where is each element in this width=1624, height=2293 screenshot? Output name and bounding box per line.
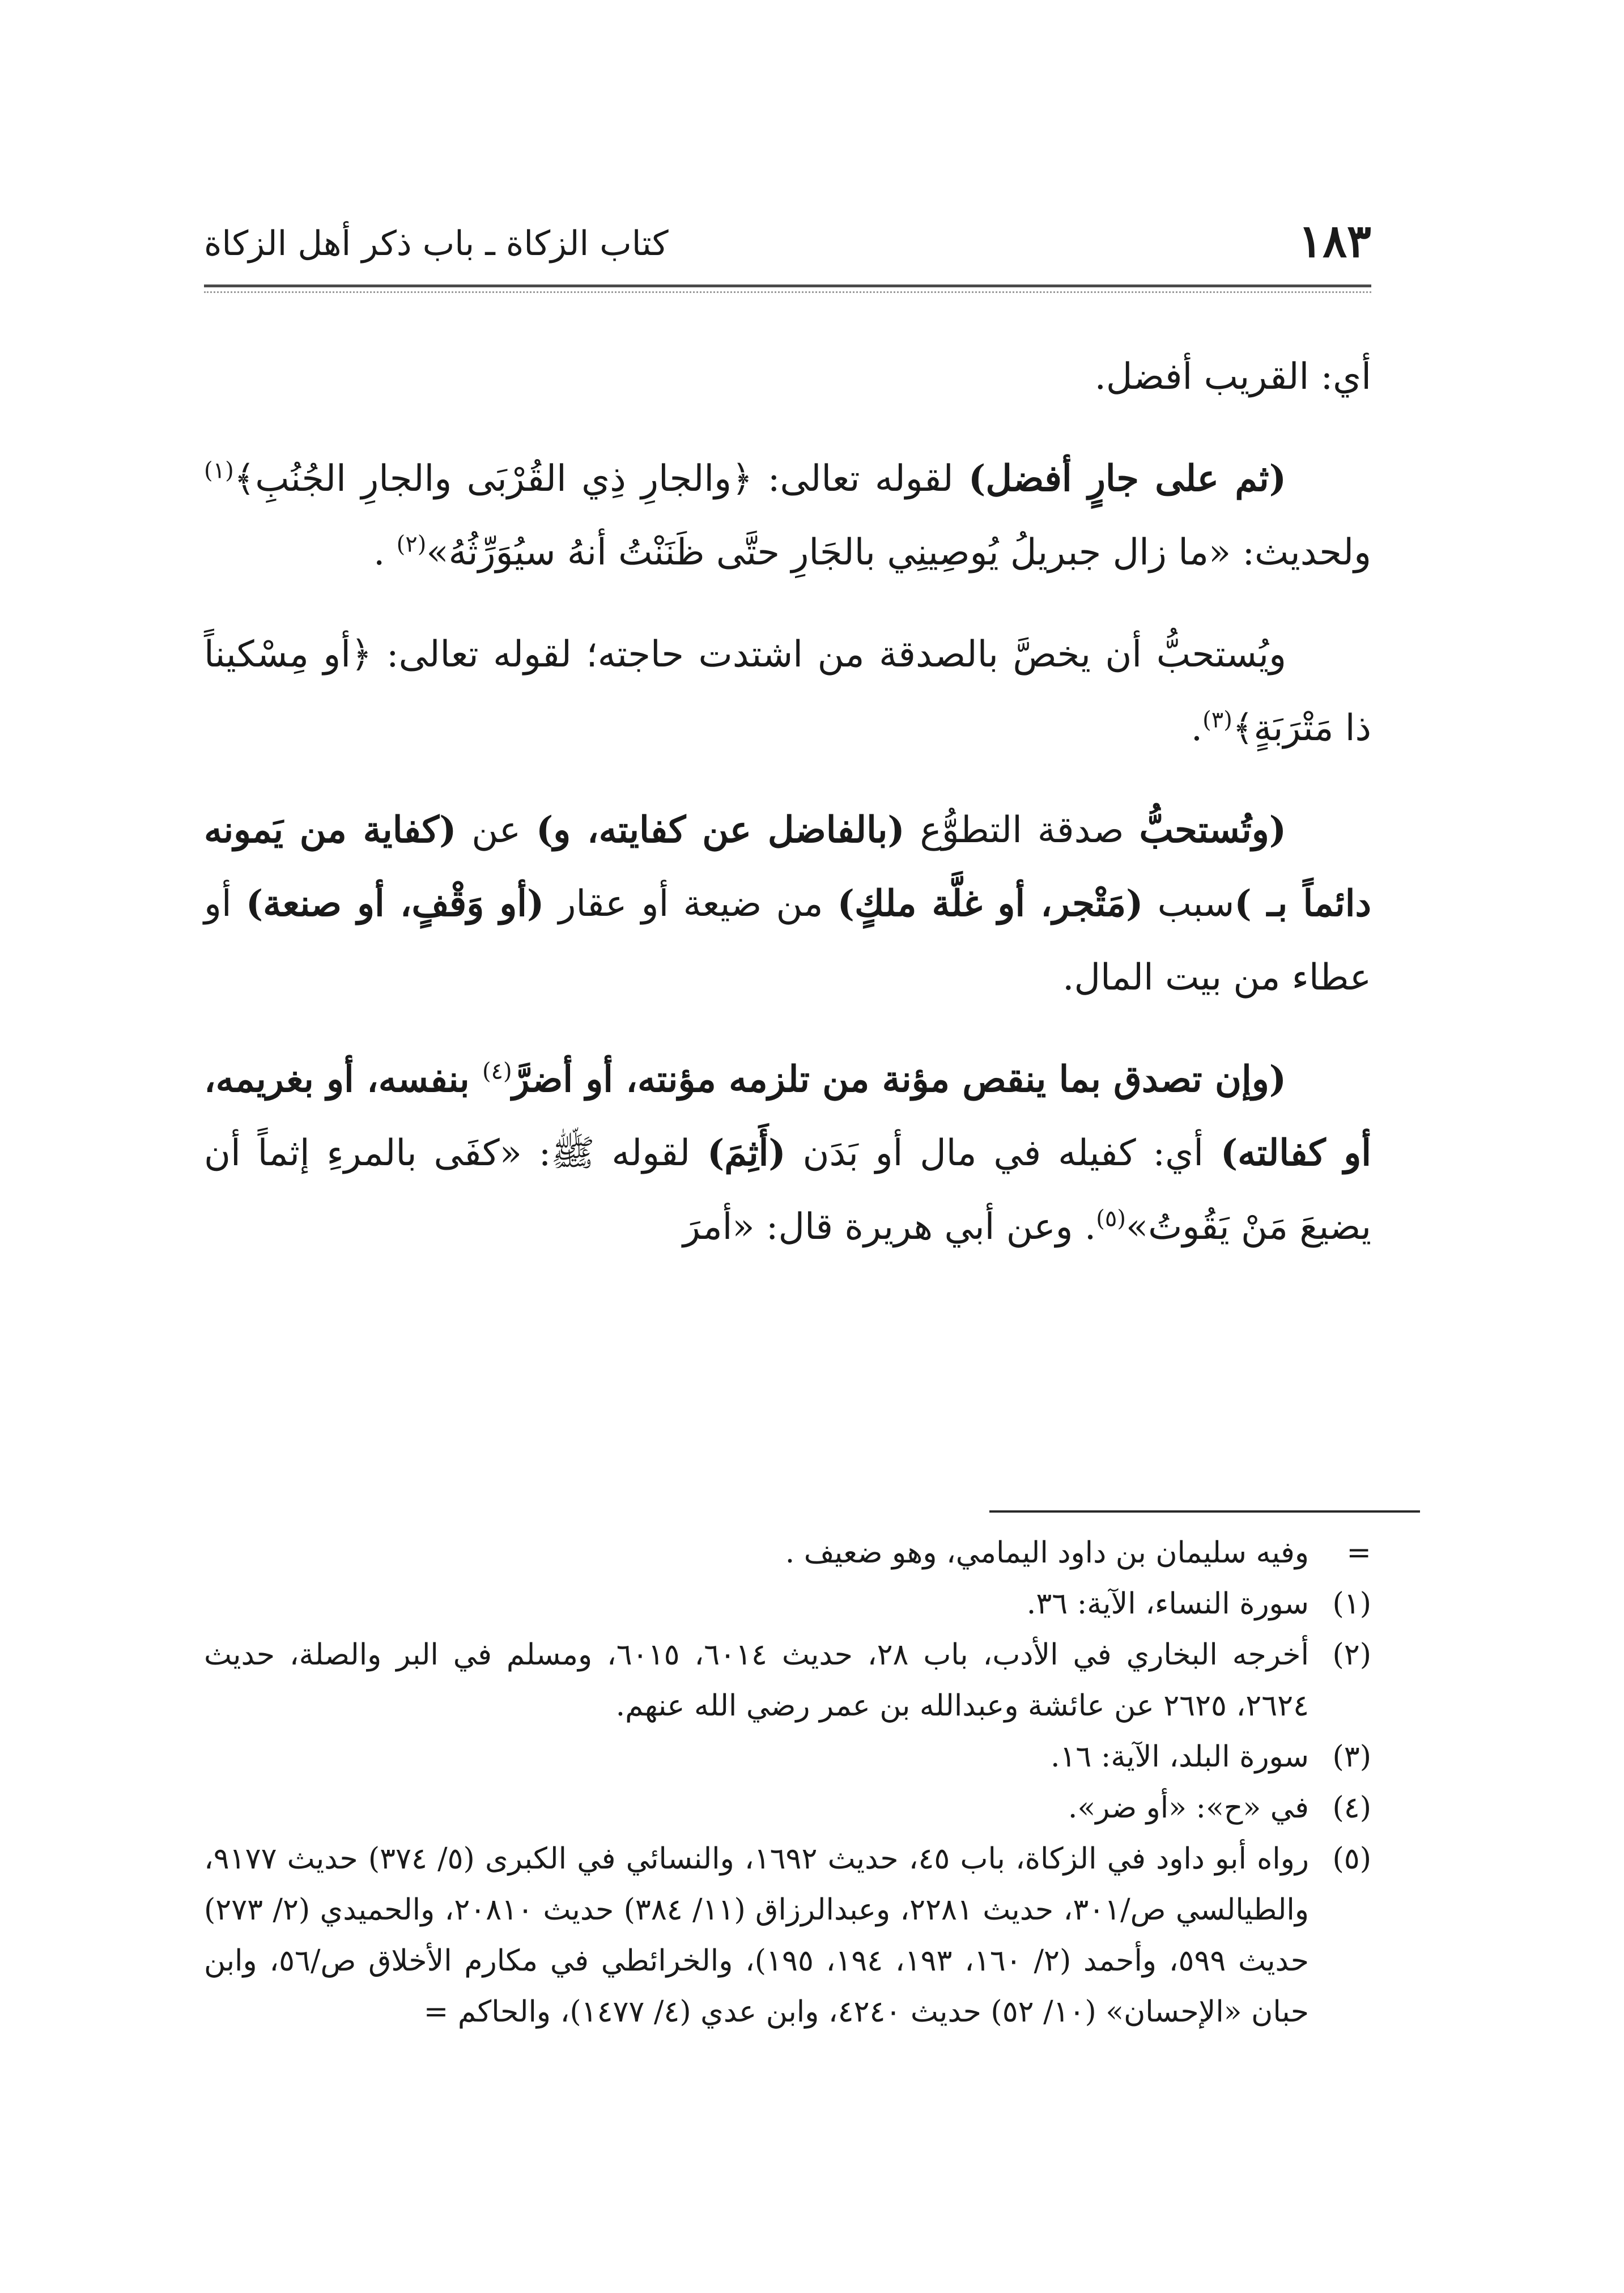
text-run: . xyxy=(373,532,397,574)
text-run: أي: كفيله في مال أو بَدَن xyxy=(785,1132,1221,1174)
bold-phrase: (بالفاضل عن كفايته، و) xyxy=(535,809,905,851)
footnote-continuation xyxy=(204,1527,1371,1578)
footnote-text: رواه أبو داود في الزكاة، باب ٤٥، حديث ١٦٩٢، والنسائي في الكبرى (٥/ ٣٧٤) حديث ٩١٧٧، والطيالسي ص/٣٠١، حديث ٢٢٨١، وعبدالرزاق (١١/ ٣٨٤) حديث ٢٠٨١٠، والحميدي (٢/ ٢٧٣) حديث ٥٩٩، وأحمد (٢/ ١٦٠، ١٩٣، ١٩٤، ١٩٥)، والخرائطي في مكارم الأخلاق ص/٥٦، وابن حبان «الإحسان» (١٠/ ٥٢) حديث ٤٢٤٠، وابن عدي (٤/ ١٤٧٧)، والحاكم = xyxy=(204,1842,1309,2029)
footnote-marker: (٢) xyxy=(1332,1638,1371,1672)
footnote-text: وفيه سليمان بن داود اليمامي، وهو ضعيف . xyxy=(785,1536,1309,1570)
header-rule xyxy=(204,284,1371,287)
bold-phrase: (كفاية من يَمونه دائماً بـ ) xyxy=(204,809,1372,925)
footnote-text: سورة النساء، الآية: ٣٦. xyxy=(1026,1587,1309,1621)
text-run: سبب xyxy=(1143,883,1235,925)
footnote-ref-5: (٥) xyxy=(1096,1205,1126,1232)
footnote-text: أخرجه البخاري في الأدب، باب ٢٨، حديث ٦٠١٤، ٦٠١٥، ومسلم في البر والصلة، حديث ٢٦٢٤، ٢٦٢٥ عن عائشة وعبدالله بن عمر رضي الله عنهم. xyxy=(204,1638,1310,1723)
footnote-4 xyxy=(204,1782,1371,1833)
text-run: لقوله تعالى: ﴿والجارِ ذِي القُرْبَى والجارِ الجُنُبِ﴾ xyxy=(233,458,969,500)
paragraph-5 xyxy=(204,1043,1371,1264)
footnote-marker: (٤) xyxy=(1332,1791,1371,1825)
text-run: ويُستحبُّ أن يخصَّ بالصدقة من اشتدت حاجته؛ لقوله تعالى: ﴿أو مِسْكيناً ذا مَتْرَبَةٍ﴾ xyxy=(204,634,1371,749)
footnote-text: سورة البلد، الآية: ١٦. xyxy=(1050,1740,1309,1774)
paragraph-1-text: أي: القريب أفضل. xyxy=(1094,356,1371,398)
main-text xyxy=(204,340,1371,1292)
footnote-marker: (١) xyxy=(1332,1587,1371,1621)
running-title: كتاب الزكاة ـ باب ذكر أهل الزكاة xyxy=(204,224,669,264)
footnotes xyxy=(204,1527,1371,2037)
text-run: . وعن أبي هريرة قال: «أمرَ xyxy=(683,1206,1096,1248)
header-dotted-rule xyxy=(204,291,1371,293)
footnote-3 xyxy=(204,1731,1371,1782)
bold-phrase: بنفسه، أو بغريمه، أو كفالته) xyxy=(204,1058,1372,1174)
text-run: أو عطاء من بيت المال. xyxy=(204,883,1371,999)
text-run: . xyxy=(1191,707,1203,749)
bold-phrase: (وإن تصدق بما ينقص مؤنة من تلزمه مؤنته، أو أضرَّ xyxy=(512,1058,1287,1101)
text-run: ولحديث: «ما زال جبريلُ يُوصِينِي بالجَارِ حتَّى ظَنَنْتُ أنهُ سيُوَرِّثُهُ» xyxy=(426,532,1371,574)
text-run: لقوله ﷺ: «كفَى بالمرءِ إثماً أن يضيعَ مَنْ يَقُوتُ» xyxy=(204,1132,1371,1248)
footnote-ref-1: (١) xyxy=(204,457,234,484)
text-run: صدقة التطوُّع xyxy=(904,809,1140,851)
paragraph-2 xyxy=(204,442,1371,589)
footnote-separator xyxy=(989,1510,1420,1513)
page-header xyxy=(204,210,1371,278)
page-number: ١٨٣ xyxy=(1298,214,1371,267)
paragraph-1 xyxy=(204,340,1371,414)
bold-phrase: (أو وَقْفٍ، أو صنعة) xyxy=(245,882,545,925)
text-run: عن xyxy=(456,809,536,851)
footnote-ref-3: (٣) xyxy=(1202,707,1232,733)
bold-phrase: (أَثِمَ) xyxy=(707,1132,786,1174)
bold-phrase: (وتُستحبُّ xyxy=(1139,809,1286,851)
footnote-2 xyxy=(204,1629,1371,1731)
footnote-marker: (٥) xyxy=(1332,1842,1371,1876)
paragraph-4 xyxy=(204,793,1371,1014)
footnote-1 xyxy=(204,1578,1371,1629)
footnote-marker: = xyxy=(1346,1536,1371,1570)
bold-phrase: (ثم على جارٍ أفضل) xyxy=(968,457,1287,500)
footnote-marker: (٣) xyxy=(1332,1740,1371,1774)
bold-phrase: (مَتْجر، أو غلَّة ملكٍ) xyxy=(837,882,1143,925)
paragraph-3 xyxy=(204,618,1371,765)
text-run: من ضيعة أو عقار xyxy=(544,883,837,925)
footnote-5 xyxy=(204,1833,1371,2037)
footnote-ref-4: (٤) xyxy=(482,1058,512,1085)
footnote-text: في «ح»: «أو ضر». xyxy=(1068,1791,1309,1825)
footnote-ref-2: (٢) xyxy=(396,531,427,558)
